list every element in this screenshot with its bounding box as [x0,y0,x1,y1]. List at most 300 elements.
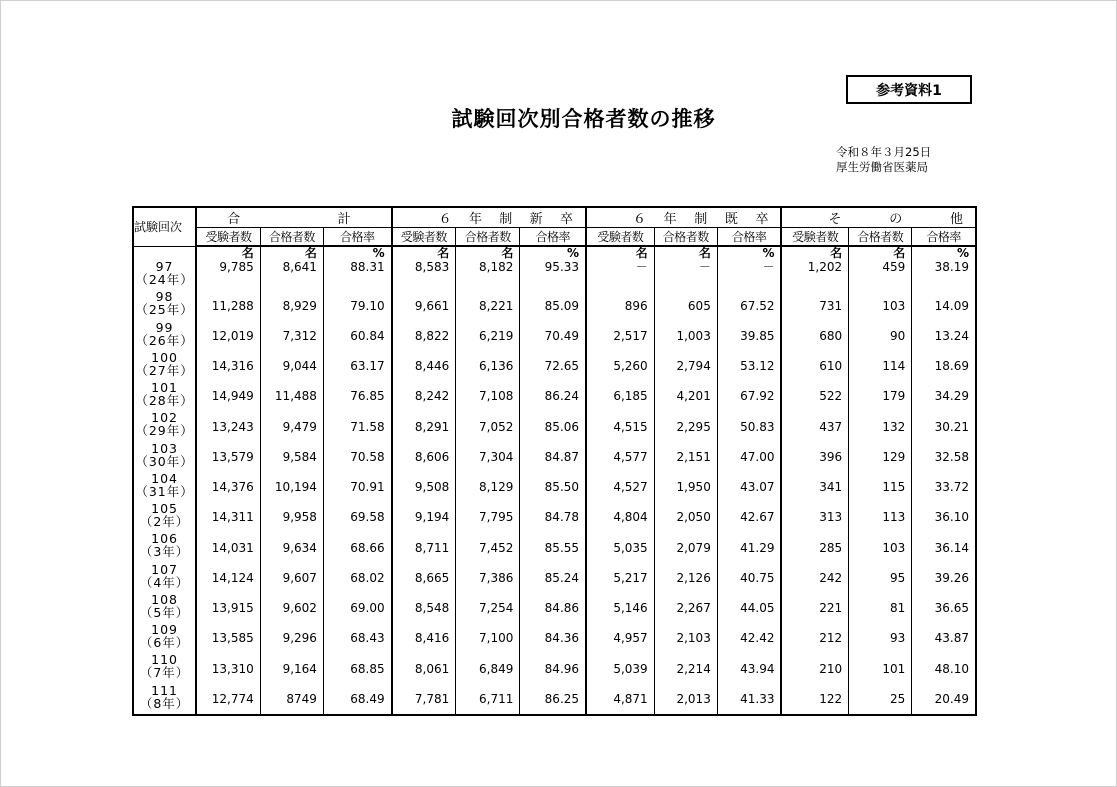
round-number: 110 [151,652,178,668]
table-row [133,472,976,502]
value-cell [196,684,260,715]
value-cell [392,321,456,351]
value-cell [586,653,654,683]
cell-value: 2,103 [676,631,711,646]
value-cell [196,593,260,623]
round-number: 109 [151,622,178,638]
round-cell [133,623,196,653]
cell-value: 8,182 [479,260,514,274]
table-row [133,623,976,653]
cell-value: 93 [889,631,906,646]
cell-value: 4,957 [613,631,648,646]
group-header-row [133,207,976,228]
unit-label: 名 [304,246,317,260]
value-cell [392,593,456,623]
value-cell [781,381,848,411]
group-header-char: 卒 [755,212,769,227]
value-cell [717,351,781,381]
cell-value: 85.06 [544,419,580,434]
round-cell [133,684,196,715]
value-cell [654,290,717,320]
round-cell [133,411,196,441]
value-cell [323,472,391,502]
round-number: 103 [151,440,178,456]
table-row [133,246,976,290]
value-cell [849,563,912,593]
table-row [133,593,976,623]
document-meta [836,145,931,175]
value-cell [717,321,781,351]
round-number: 100 [151,349,178,365]
cell-value: 88.31 [350,260,385,274]
cell-value: 5,035 [613,540,648,555]
cell-value: 84.96 [544,661,580,676]
value-cell [849,684,912,715]
value-cell [323,502,391,532]
value-cell [520,593,586,623]
value-cell [912,623,976,653]
cell-value: 8,548 [414,601,450,615]
value-cell [654,381,717,411]
cell-value: 36.65 [934,601,969,615]
cell-value: 9,508 [414,480,450,494]
group-header-char: 他 [949,212,963,227]
value-cell [849,246,912,290]
value-cell [520,623,586,653]
value-cell [260,532,323,562]
table-row [133,653,976,683]
cell-value: 69.58 [350,510,385,525]
cell-value: 84.36 [544,631,580,646]
cell-value: 7,781 [414,691,450,706]
cell-value: 32.58 [934,449,969,464]
cell-value: 6,219 [479,328,514,343]
value-cell [781,351,848,381]
round-year: （7年） [139,665,190,681]
cell-value: 71.58 [350,419,385,434]
value-cell [654,653,717,683]
value-cell [323,563,391,593]
value-cell [520,563,586,593]
round-cell [133,593,196,623]
table-row [133,502,976,532]
value-cell [323,653,391,683]
value-cell [654,623,717,653]
value-cell [196,411,260,441]
cell-value: 43.94 [740,661,775,676]
value-cell [196,563,260,593]
cell-value: 7,795 [479,510,514,525]
value-cell [392,623,456,653]
cell-value: 12,774 [211,691,254,706]
value-cell [912,563,976,593]
value-cell [717,532,781,562]
cell-value: 285 [819,540,843,555]
table-row [133,442,976,472]
column-header: 受験者数 [781,228,848,247]
cell-value: 9,661 [414,298,450,313]
round-year: （8年） [139,695,190,711]
group-new-graduates-header [392,207,586,228]
value-cell [849,502,912,532]
value-cell [781,653,848,683]
cell-value: 114 [882,359,906,373]
value-cell [456,246,520,290]
cell-value: 86.24 [544,389,580,404]
value-cell [586,623,654,653]
round-year: （4年） [139,574,190,590]
value-cell [456,411,520,441]
cell-value: 70.91 [350,480,385,494]
value-cell [586,411,654,441]
cell-value: 63.17 [350,359,385,373]
table-row [133,563,976,593]
value-cell [520,381,586,411]
cell-value: － [698,260,711,274]
cell-value: 341 [819,480,843,494]
value-cell [586,442,654,472]
value-cell [781,472,848,502]
cell-value: 11,288 [211,298,254,313]
cell-value: 68.02 [350,570,385,585]
group-header-char: 制 [694,212,708,227]
unit-label: % [372,246,385,260]
value-cell [912,593,976,623]
cell-value: 2,126 [676,570,711,585]
value-cell [456,563,520,593]
cell-value: 212 [819,631,843,646]
cell-value: － [635,260,648,274]
cell-value: 8,929 [282,298,317,313]
group-header-char: の [889,212,903,227]
cell-value: 8,665 [414,570,450,585]
value-cell [392,653,456,683]
cell-value: 11,488 [274,389,317,404]
cell-value: 85.24 [544,570,580,585]
cell-value: 34.29 [934,389,969,404]
group-header-char: 制 [499,212,513,227]
unit-label: 名 [437,246,450,260]
value-cell [654,411,717,441]
cell-value: 44.05 [740,601,775,615]
value-cell [717,623,781,653]
cell-value: 9,634 [282,540,317,555]
value-cell [586,321,654,351]
page-title [0,103,1117,133]
value-cell [781,442,848,472]
cell-value: 179 [882,389,906,404]
cell-value: 67.52 [740,298,775,313]
value-cell [323,321,391,351]
cell-value: 459 [882,260,906,274]
value-cell [586,532,654,562]
round-year: （28年） [135,393,194,409]
value-cell [456,290,520,320]
column-header: 合格者数 [456,228,520,247]
table-row [133,411,976,441]
cell-value: 2,050 [676,510,711,525]
value-cell [196,532,260,562]
cell-value: 7,254 [479,601,514,615]
value-cell [196,290,260,320]
value-cell [849,472,912,502]
cell-value: 42.42 [740,631,775,646]
cell-value: 5,039 [613,661,648,676]
value-cell [260,593,323,623]
cell-value: 9,958 [282,510,317,525]
value-cell [586,290,654,320]
value-cell [717,563,781,593]
group-header-char: ６ [438,212,452,227]
group-header-char: 年 [468,212,482,227]
value-cell [520,321,586,351]
document-author: 厚生労働省医薬局 [836,160,928,174]
value-cell [717,684,781,715]
round-cell [133,351,196,381]
cell-value: 33.72 [934,480,969,494]
cell-value: 129 [882,449,906,464]
group-total-header [196,207,391,228]
round-cell [133,472,196,502]
group-other-header [781,207,976,228]
cell-value: 14,376 [211,480,254,494]
cell-value: 84.86 [544,601,580,615]
cell-value: 14,311 [211,510,254,525]
value-cell [654,246,717,290]
cell-value: 76.85 [350,389,385,404]
round-cell [133,502,196,532]
round-cell [133,653,196,683]
value-cell [260,411,323,441]
value-cell [196,623,260,653]
round-number: 111 [151,682,178,698]
value-cell [717,246,781,290]
cell-value: 9,785 [219,260,254,274]
value-cell [520,290,586,320]
cell-value: 48.10 [934,661,969,676]
value-cell [717,290,781,320]
value-cell [392,411,456,441]
value-cell [392,246,456,290]
value-cell [912,502,976,532]
unit-label: 名 [830,246,843,260]
value-cell [520,442,586,472]
value-cell [781,623,848,653]
table-row [133,321,976,351]
value-cell [654,593,717,623]
value-cell [781,563,848,593]
round-cell [133,563,196,593]
value-cell [456,351,520,381]
value-cell [912,290,976,320]
cell-value: 68.85 [350,661,385,676]
value-cell [781,321,848,351]
round-cell [133,442,196,472]
value-cell [260,623,323,653]
value-cell [586,684,654,715]
value-cell [781,246,848,290]
cell-value: 6,711 [479,691,514,706]
unit-label: 名 [635,246,648,260]
cell-value: 9,044 [282,359,317,373]
value-cell [586,351,654,381]
cell-value: 14,124 [211,570,254,585]
cell-value: 680 [819,328,843,343]
cell-value: 68.66 [350,540,385,555]
value-cell [849,532,912,562]
cell-value: 30.21 [934,419,969,434]
cell-value: 2,079 [676,540,711,555]
value-cell [323,411,391,441]
unit-label: % [762,246,775,260]
unit-label: % [956,246,969,260]
value-cell [912,532,976,562]
cell-value: 13,585 [211,631,254,646]
value-cell [392,290,456,320]
value-cell [260,472,323,502]
cell-value: 2,013 [676,691,711,706]
cell-value: 113 [882,510,906,525]
value-cell [520,532,586,562]
cell-value: 13,579 [211,449,254,464]
unit-label: 名 [698,246,711,260]
cell-value: 5,260 [613,359,648,373]
cell-value: 70.58 [350,449,385,464]
round-cell [133,290,196,320]
cell-value: 36.10 [934,510,969,525]
cell-value: 8,242 [414,389,450,404]
round-number: 108 [151,591,178,607]
cell-value: 84.78 [544,510,580,525]
table-row [133,351,976,381]
cell-value: 396 [819,449,843,464]
cell-value: 95.33 [544,260,580,274]
value-cell [456,684,520,715]
value-cell [717,411,781,441]
value-cell [717,593,781,623]
value-cell [392,351,456,381]
unit-label: 名 [241,246,254,260]
cell-value: 18.69 [934,359,969,373]
cell-value: 85.55 [544,540,580,555]
round-number: 107 [151,561,178,577]
cell-value: 8,583 [414,260,450,274]
cell-value: 5,146 [613,601,648,615]
value-cell [717,653,781,683]
cell-value: 221 [819,601,843,615]
value-cell [849,623,912,653]
round-number: 98 [155,289,174,305]
cell-value: 39.26 [934,570,969,585]
cell-value: 40.75 [740,570,775,585]
cell-value: 1,202 [807,260,843,274]
value-cell [456,472,520,502]
value-cell [849,321,912,351]
cell-value: 103 [882,298,906,313]
value-cell [392,381,456,411]
round-header: 試験回次 [133,207,196,246]
document-date: 令和８年３月25日 [836,145,932,159]
cell-value: 731 [819,298,843,313]
value-cell [323,246,391,290]
group-header-char: 計 [337,212,351,227]
round-number: 97 [155,258,174,274]
value-cell [781,411,848,441]
cell-value: 38.19 [934,260,969,274]
round-cell [133,381,196,411]
cell-value: 6,136 [479,359,514,373]
round-number: 102 [151,410,178,426]
value-cell [849,381,912,411]
cell-value: 8,822 [414,328,450,343]
column-header: 合格率 [323,228,391,247]
round-cell [133,532,196,562]
cell-value: 5,217 [613,570,648,585]
sub-header-row [133,228,976,247]
cell-value: 8,446 [414,359,450,373]
group-previous-graduates-header [586,207,781,228]
value-cell [260,351,323,381]
value-cell [520,411,586,441]
value-cell [196,351,260,381]
page-title-text: 試験回次別合格者数の推移 [451,107,716,131]
value-cell [654,532,717,562]
cell-value: 9,479 [282,419,317,434]
value-cell [654,472,717,502]
value-cell [586,381,654,411]
value-cell [260,290,323,320]
cell-value: 122 [819,691,843,706]
table-row [133,684,976,715]
cell-value: 8749 [286,691,317,706]
value-cell [323,532,391,562]
cell-value: － [762,260,775,274]
group-header-char: ６ [633,212,647,227]
cell-value: 67.92 [740,389,775,404]
value-cell [323,381,391,411]
column-header: 受験者数 [196,228,260,247]
cell-value: 4,871 [613,691,648,706]
cell-value: 7,100 [479,631,514,646]
value-cell [912,442,976,472]
round-year: （26年） [135,332,194,348]
cell-value: 115 [882,480,906,494]
round-year: （3年） [139,544,190,560]
cell-value: 7,386 [479,570,514,585]
cell-value: 7,312 [282,328,317,343]
cell-value: 7,304 [479,449,514,464]
cell-value: 2,214 [676,661,711,676]
value-cell [912,411,976,441]
value-cell [520,684,586,715]
cell-value: 6,185 [613,389,648,404]
value-cell [196,321,260,351]
unit-label: 名 [893,246,906,260]
value-cell [520,472,586,502]
value-cell [912,246,976,290]
value-cell [196,442,260,472]
value-cell [912,381,976,411]
cell-value: 68.49 [350,691,385,706]
round-cell [133,321,196,351]
cell-value: 85.50 [544,480,580,494]
cell-value: 81 [889,601,906,615]
value-cell [456,502,520,532]
cell-value: 14,949 [211,389,254,404]
value-cell [586,593,654,623]
value-cell [323,351,391,381]
value-cell [323,623,391,653]
